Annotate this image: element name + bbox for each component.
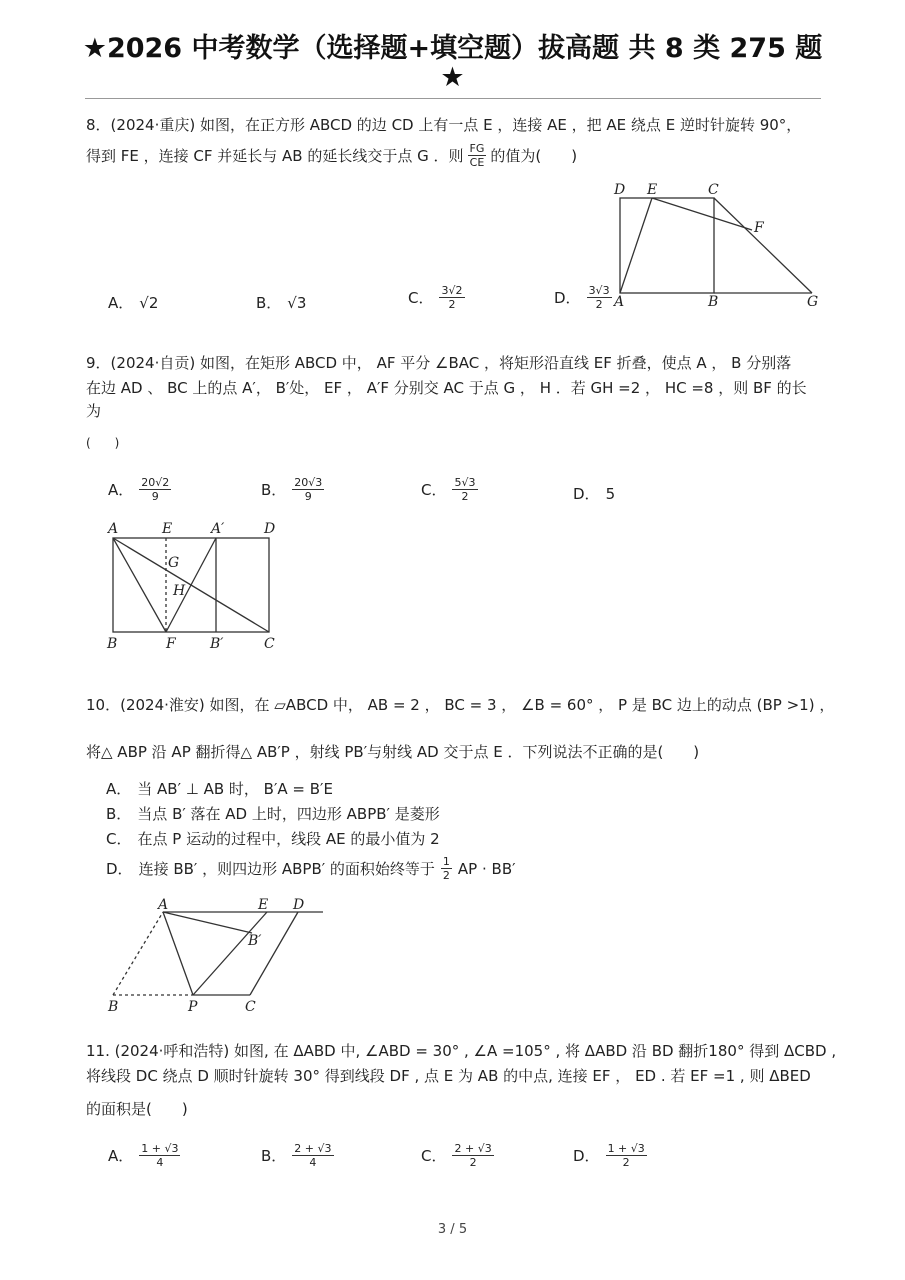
label-f: F (166, 636, 176, 652)
q10-option-c[interactable] (106, 828, 440, 849)
denominator: 2 (461, 490, 469, 503)
numerator: 5√3 (454, 476, 476, 489)
q8-figure (600, 180, 830, 315)
label-g: G (807, 294, 819, 310)
q10-option-a[interactable] (106, 778, 333, 799)
numerator: 3√2 (441, 284, 463, 297)
option-label: A． (108, 294, 134, 312)
option-text: 连接 BB′ ，则四边形 ABPB′ 的面积始终等于 (138, 860, 435, 878)
label-h: H (173, 583, 186, 599)
option-label: C． (106, 830, 132, 848)
option-fraction (139, 1142, 180, 1169)
label-a: A (614, 294, 625, 310)
q11-text-line2: 将线段 DC 绕点 D 顺时针旋转 30° 得到线段 DF , 点 E 为 AB 的中点, 连接 EF ， ED . 若 EF =1 , 则 ΔBED (86, 1067, 811, 1085)
denominator: 9 (151, 490, 159, 503)
option-label: D． (106, 860, 133, 878)
label-d: D (614, 182, 626, 198)
label-c: C (264, 636, 275, 652)
label-d: D (293, 897, 305, 913)
label-e: E (258, 897, 269, 913)
q8-text: 得到 FE ，连接 CF 并延长与 AB 的延长线交于点 G ．则 (86, 147, 464, 165)
label-e: E (647, 182, 658, 198)
option-label: D． (573, 1147, 600, 1165)
q10-figure (100, 893, 335, 1018)
option-text: 当 AB′ ⊥ AB 时， B′A = B′E (137, 780, 333, 798)
label-a-prime: A′ (211, 521, 225, 537)
label-f: F (754, 220, 764, 236)
option-text: 在点 P 运动的过程中，线段 AE 的最小值为 2 (137, 830, 440, 848)
label-b-prime: B′ (210, 636, 224, 652)
numerator: 1 + √3 (141, 1142, 179, 1155)
label-e: E (162, 521, 173, 537)
q9-option-d[interactable] (573, 483, 615, 504)
label-c: C (708, 182, 719, 198)
label-b: B (108, 999, 119, 1015)
q11-option-a[interactable] (108, 1142, 180, 1169)
q8-option-a[interactable] (108, 292, 158, 313)
denominator: 2 (469, 1156, 477, 1169)
denominator: 9 (304, 490, 312, 503)
numerator: 2 + √3 (294, 1142, 332, 1155)
denominator: 4 (156, 1156, 164, 1169)
q9-figure (100, 518, 290, 653)
q9-text-line3: 为 (86, 402, 102, 420)
page-title-star: ★ (440, 62, 465, 93)
label-a: A (108, 521, 119, 537)
option-fraction (606, 1142, 647, 1169)
q9-text-line2: 在边 AD 、 BC 上的点 A′， B′处， EF ， A′F 分别交 AC 于点 G ， H ．若 GH =2 ， HC =8 ，则 BF 的长 (86, 379, 807, 397)
denominator: 2 (595, 298, 603, 311)
option-label: A． (108, 481, 134, 499)
q10-text-line1: 10．(2024·淮安) 如图，在 ▱ABCD 中， AB = 2 ， BC = 3 ， ∠B = 60° ， P 是 BC 边上的动点 (BP >1) ， (86, 696, 835, 714)
denominator: CE (469, 156, 485, 169)
page-title: ★2026 中考数学（选择题+填空题）拔高题 共 8 类 275 题 (82, 33, 823, 64)
option-fraction (139, 476, 171, 503)
label-b-prime: B′ (248, 933, 262, 949)
numerator: 1 (442, 855, 450, 868)
q10-text-line2: 将△ ABP 沿 AP 翻折得△ AB′P ，射线 PB′与射线 AD 交于点 E ．下列说法不正确的是( ) (86, 743, 700, 761)
numerator: 1 + √3 (607, 1142, 645, 1155)
option-label: B． (106, 805, 132, 823)
option-label: A． (106, 780, 132, 798)
denominator: 2 (448, 298, 456, 311)
option-fraction (439, 284, 464, 311)
q11-text-line3: 的面积是( ) (86, 1100, 188, 1118)
option-fraction (292, 1142, 333, 1169)
option-value: √2 (139, 293, 159, 312)
label-a: A (158, 897, 169, 913)
q8-text-end: 的值为( ) (490, 147, 578, 165)
option-fraction (452, 476, 477, 503)
option-value: √3 (287, 293, 307, 312)
q9-answer-blank: ( ) (86, 436, 120, 450)
q9-option-c[interactable] (421, 476, 478, 503)
divider (85, 98, 821, 99)
label-b: B (708, 294, 719, 310)
option-label: C． (421, 1147, 447, 1165)
page-number: 3 / 5 (437, 1222, 468, 1237)
numerator: 2 + √3 (454, 1142, 492, 1155)
label-b: B (107, 636, 118, 652)
numerator: 3√3 (588, 284, 610, 297)
numerator: FG (469, 142, 485, 155)
option-label: C． (421, 481, 447, 499)
option-label: C． (408, 289, 434, 307)
option-text: 当点 B′ 落在 AD 上时，四边形 ABPB′ 是菱形 (137, 805, 440, 823)
q9-text-line1: 9．(2024·自贡) 如图，在矩形 ABCD 中， AF 平分 ∠BAC ，将矩形沿直线 EF 折叠，使点 A ， B 分别落 (86, 354, 792, 372)
option-label: D． (554, 289, 581, 307)
option-fraction (292, 476, 324, 503)
option-fraction (452, 1142, 493, 1169)
q10-option-b[interactable] (106, 803, 440, 824)
option-label: B． (256, 294, 282, 312)
label-d: D (264, 521, 276, 537)
q8-option-c[interactable] (408, 284, 465, 311)
denominator: 2 (442, 869, 450, 882)
q8-text-line1: 8．(2024·重庆) 如图，在正方形 ABCD 的边 CD 上有一点 E ，连接 AE ，把 AE 绕点 E 逆时针旋转 90°， (86, 116, 802, 134)
q11-text-line1: 11. (2024·呼和浩特) 如图, 在 ΔABD 中, ∠ABD = 30° , ∠A =105° , 将 ΔABD 沿 BD 翻折180° 得到 ΔCBD , (86, 1042, 837, 1060)
q11-option-d[interactable] (573, 1142, 647, 1169)
numerator: 20√2 (141, 476, 170, 489)
denominator: 2 (622, 1156, 630, 1169)
label-c: C (245, 999, 256, 1015)
option-value: 5 (605, 484, 616, 503)
q9-option-b[interactable] (261, 476, 324, 503)
option-text-end: AP · BB′ (457, 859, 516, 878)
q11-option-c[interactable] (421, 1142, 494, 1169)
q8-text-line2 (86, 142, 577, 169)
option-label: B． (261, 481, 287, 499)
q9-option-a[interactable] (108, 476, 171, 503)
option-label: B． (261, 1147, 287, 1165)
q8-option-b[interactable] (256, 292, 306, 313)
q11-option-b[interactable] (261, 1142, 334, 1169)
label-g: G (168, 555, 180, 571)
option-label: D． (573, 485, 600, 503)
denominator: 4 (309, 1156, 317, 1169)
label-p: P (188, 999, 198, 1015)
q10-option-d[interactable] (106, 855, 516, 882)
option-fraction (441, 855, 452, 882)
q8-fraction (468, 142, 487, 169)
option-label: A． (108, 1147, 134, 1165)
numerator: 20√3 (294, 476, 323, 489)
